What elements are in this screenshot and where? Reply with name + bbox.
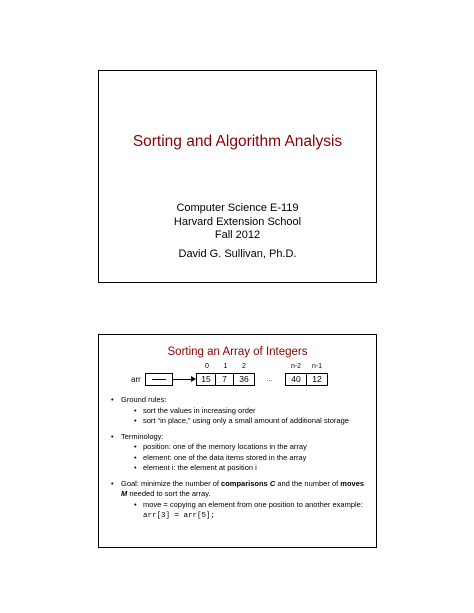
course-name: Computer Science E-119 [176, 202, 299, 214]
array-variable-label: arr [131, 375, 141, 384]
title-slide [98, 70, 377, 283]
terminology: • Terminology: • position: one of the memory locations in the array • element: one of the data items stored in the array • element i: the element at position i [109, 432, 368, 474]
school-name: Harvard Extension School [173, 215, 302, 228]
array-index: 0 [205, 363, 209, 370]
course-info [99, 202, 376, 243]
arrow-line [173, 379, 193, 380]
list-item: • element i: the element at position i [121, 463, 368, 474]
goal: • Goal: minimize the number of comparisons C and the number of moves M needed to sort the array. • move = copying an element from one position to another example: arr[3] = arr[5]; [109, 479, 368, 522]
array-cell: 40 [285, 373, 307, 386]
slide-title: Sorting and Algorithm Analysis [132, 133, 343, 150]
slide-title: Sorting an Array of Integers [167, 346, 308, 358]
content-slide [98, 334, 377, 548]
array-index: n-2 [290, 363, 302, 370]
list-item: • position: one of the memory locations in the array [121, 442, 368, 453]
array-cell: 12 [306, 373, 328, 386]
list-item: • move = copying an element from one position to another example: arr[3] = arr[5]; [121, 500, 368, 522]
pointer-box [145, 373, 173, 386]
array-index: 2 [242, 363, 246, 370]
list-item: • sort the values in increasing order [121, 406, 368, 417]
ground-rules: • Ground rules: • sort the values in increasing order • sort “in place,” using only a small amount of additional storage [109, 395, 368, 427]
array-cell: 15 [196, 373, 216, 386]
author: David G. Sullivan, Ph.D. [178, 248, 297, 260]
array-ellipsis: … [266, 376, 273, 383]
list-item: • sort “in place,” using only a small amount of additional storage [121, 416, 368, 427]
array-cell: 7 [215, 373, 234, 386]
bullet-list [109, 395, 368, 527]
array-index: 1 [223, 363, 228, 370]
term: Fall 2012 [214, 229, 261, 241]
array-index: n-1 [311, 363, 323, 370]
array-diagram [99, 363, 376, 389]
list-item: • element: one of the data items stored in the array [121, 453, 368, 464]
array-cell: 36 [233, 373, 255, 386]
code-example: arr[3] = arr[5]; [143, 512, 216, 520]
